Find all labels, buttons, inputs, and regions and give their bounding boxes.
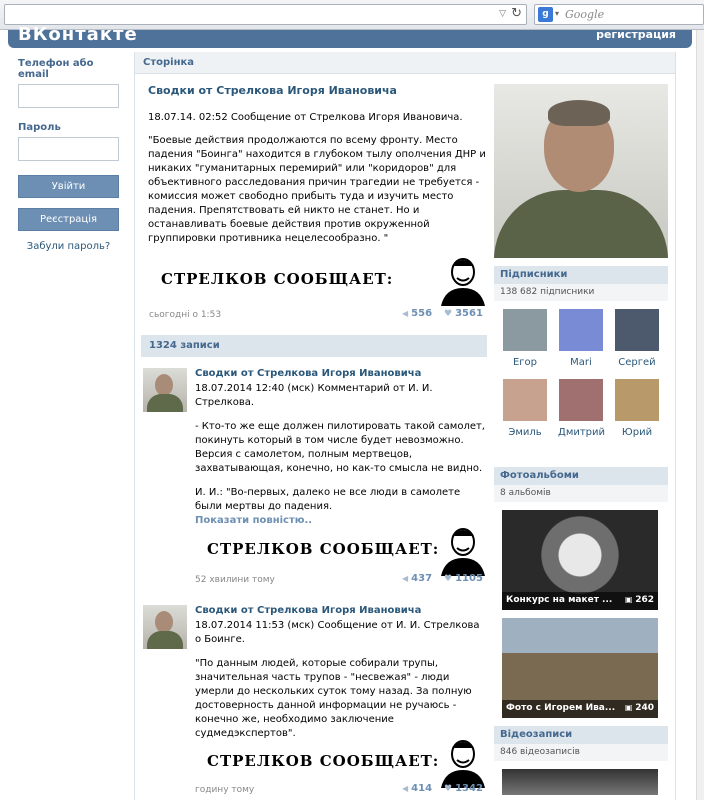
- login-panel: [18, 58, 120, 252]
- subscribers-count: 138 682 підписники: [494, 284, 668, 301]
- strelkov-portrait-icon: [439, 736, 487, 788]
- album-title: Конкурс на макет ...: [506, 595, 613, 605]
- subscriber-photo[interactable]: [559, 309, 603, 351]
- status-banner: [161, 254, 487, 306]
- status-time[interactable]: сьогодні о 1:53: [149, 310, 222, 320]
- subscriber-item[interactable]: [614, 309, 660, 368]
- post-likes[interactable]: ♥ 1342: [444, 783, 483, 794]
- post-avatar[interactable]: [143, 605, 187, 649]
- address-bar[interactable]: [4, 4, 527, 25]
- subscriber-item[interactable]: [502, 309, 548, 368]
- subscriber-item[interactable]: [558, 379, 604, 438]
- vk-logo[interactable]: ВКонтакте: [18, 24, 138, 45]
- album-photo-count: ▣ 240: [625, 703, 654, 713]
- subscriber-photo[interactable]: [615, 309, 659, 351]
- page-title: Сводки от Стрелкова Игоря Ивановича: [148, 84, 397, 97]
- album-caption[interactable]: [502, 700, 658, 718]
- subscribers-grid: [494, 309, 668, 459]
- post-paragraph: 18.07.2014 11:53 (мск) Сообщение от И. И. Стрелкова о Боинге.: [195, 620, 480, 645]
- page-status: [148, 111, 490, 255]
- breadcrumb: Сторінка: [135, 52, 675, 74]
- subscriber-item[interactable]: [502, 379, 548, 438]
- post-shares[interactable]: ◀ 437: [402, 573, 432, 584]
- albums-count: 8 альбомів: [494, 485, 668, 502]
- post-author-link[interactable]: Сводки от Стрелкова Игоря Ивановича: [195, 368, 422, 379]
- videos-header[interactable]: Відеозаписи: [494, 726, 668, 744]
- login-button[interactable]: Увійти: [18, 175, 119, 198]
- subscriber-name[interactable]: Юрий: [621, 427, 653, 438]
- page-scrollbar[interactable]: [696, 30, 704, 800]
- post-banner: [207, 736, 487, 788]
- post-author-link[interactable]: Сводки от Стрелкова Игоря Ивановича: [195, 605, 422, 616]
- subscriber-photo[interactable]: [559, 379, 603, 421]
- phone-email-input[interactable]: [18, 84, 119, 108]
- album-item[interactable]: [502, 510, 658, 610]
- status-line-2: "Боевые действия продолжаются по всему фронту. Место падения "Боинга" находится в глубоком тылу ополчения ДНР и никаких "гуманитарных перемирий" или "коридоров" для объективного расследования причин трагедии не требуется - комиссия может свободно прибыть туда и изучить место падения. Препятствовать ей никто не станет. Но и останавливать боевые действия против окруженной группировки противника нецелесообразно. ": [148, 135, 486, 244]
- search-engine-dropdown-icon[interactable]: ▾: [555, 9, 560, 18]
- post-avatar[interactable]: [143, 368, 187, 412]
- post-text: [195, 619, 485, 751]
- subscriber-photo[interactable]: [503, 309, 547, 351]
- subscriber-name[interactable]: Сергей: [618, 357, 656, 368]
- post-text: [195, 382, 485, 528]
- post-shares[interactable]: ◀ 414: [402, 783, 432, 794]
- google-icon[interactable]: g: [538, 7, 553, 22]
- phone-label: Телефон або email: [18, 58, 94, 80]
- post-banner: [207, 524, 487, 576]
- strelkov-portrait-icon: [439, 254, 487, 306]
- status-line-1: 18.07.14. 02:52 Сообщение от Стрелкова Игоря Ивановича.: [148, 112, 463, 123]
- forgot-password-link[interactable]: Забули пароль?: [26, 241, 111, 252]
- password-label: Пароль: [18, 122, 61, 133]
- history-dropdown-icon[interactable]: ▽: [499, 9, 506, 19]
- album-photo-count: ▣ 262: [625, 595, 654, 605]
- album-caption[interactable]: [502, 592, 658, 610]
- subscriber-name[interactable]: Эмиль: [508, 427, 542, 438]
- post-paragraph: "По данным людей, которые собирали трупы, значительная часть трупов - "несвежая" - люди умерли до нескольких суток тому назад. За полную достоверность данной информации не ручаюсь - конечно же, необходимо заключение судмедэкспертов".: [195, 658, 472, 739]
- subscriber-item[interactable]: [614, 379, 660, 438]
- post-likes[interactable]: ♥ 1105: [444, 573, 483, 584]
- subscribers-header[interactable]: Підписники: [494, 266, 668, 284]
- posts-count: 1324 записи: [141, 335, 487, 357]
- subscriber-photo[interactable]: [503, 379, 547, 421]
- subscriber-name[interactable]: Mari: [570, 357, 592, 368]
- post-time[interactable]: 52 хвилини тому: [195, 575, 275, 585]
- post-paragraph: 18.07.2014 12:40 (мск) Комментарий от И. И. Стрелкова.: [195, 383, 433, 408]
- banner-text: СТРЕЛКОВ СООБЩАЕТ:: [207, 752, 440, 770]
- site-header: [8, 24, 692, 48]
- subscriber-name[interactable]: Дмитрий: [558, 427, 606, 438]
- subscriber-item[interactable]: [558, 309, 604, 368]
- status-shares[interactable]: ◀ 556: [402, 308, 432, 319]
- show-more-link[interactable]: Показати повністю..: [195, 515, 313, 526]
- post-paragraph: - Кто-то же еще должен пилотировать такой самолет, покинуть который в том числе будет невозможно. Версия с самолетом, полным мертвецов, захватывающая, конечно, но как-то смысла не видно.: [195, 421, 485, 474]
- strelkov-portrait-icon: [439, 524, 487, 576]
- video-thumbnail[interactable]: [502, 769, 658, 795]
- search-bar[interactable]: [534, 4, 704, 25]
- header-register-link[interactable]: регистрация: [596, 28, 676, 41]
- status-likes[interactable]: ♥ 3561: [444, 308, 483, 319]
- reload-icon[interactable]: ↻: [511, 6, 522, 21]
- banner-text: СТРЕЛКОВ СООБЩАЕТ:: [207, 540, 440, 558]
- password-input[interactable]: [18, 137, 119, 161]
- albums-header[interactable]: Фотоальбоми: [494, 467, 668, 485]
- profile-photo[interactable]: [494, 84, 668, 258]
- banner-text: СТРЕЛКОВ СООБЩАЕТ:: [161, 270, 394, 288]
- post-paragraph: И. И.: "Во-первых, далеко не все люди в самолете были мертвы до падения.: [195, 487, 461, 512]
- album-title: Фото с Игорем Ива...: [506, 703, 616, 713]
- search-placeholder: Google: [565, 8, 605, 21]
- post-time[interactable]: годину тому: [195, 785, 255, 795]
- right-sidebar: [494, 84, 668, 795]
- subscriber-name[interactable]: Егор: [512, 357, 538, 368]
- register-button[interactable]: Реєстрація: [18, 208, 119, 231]
- videos-count: 846 відеозаписів: [494, 744, 668, 761]
- subscriber-photo[interactable]: [615, 379, 659, 421]
- album-item[interactable]: [502, 618, 658, 718]
